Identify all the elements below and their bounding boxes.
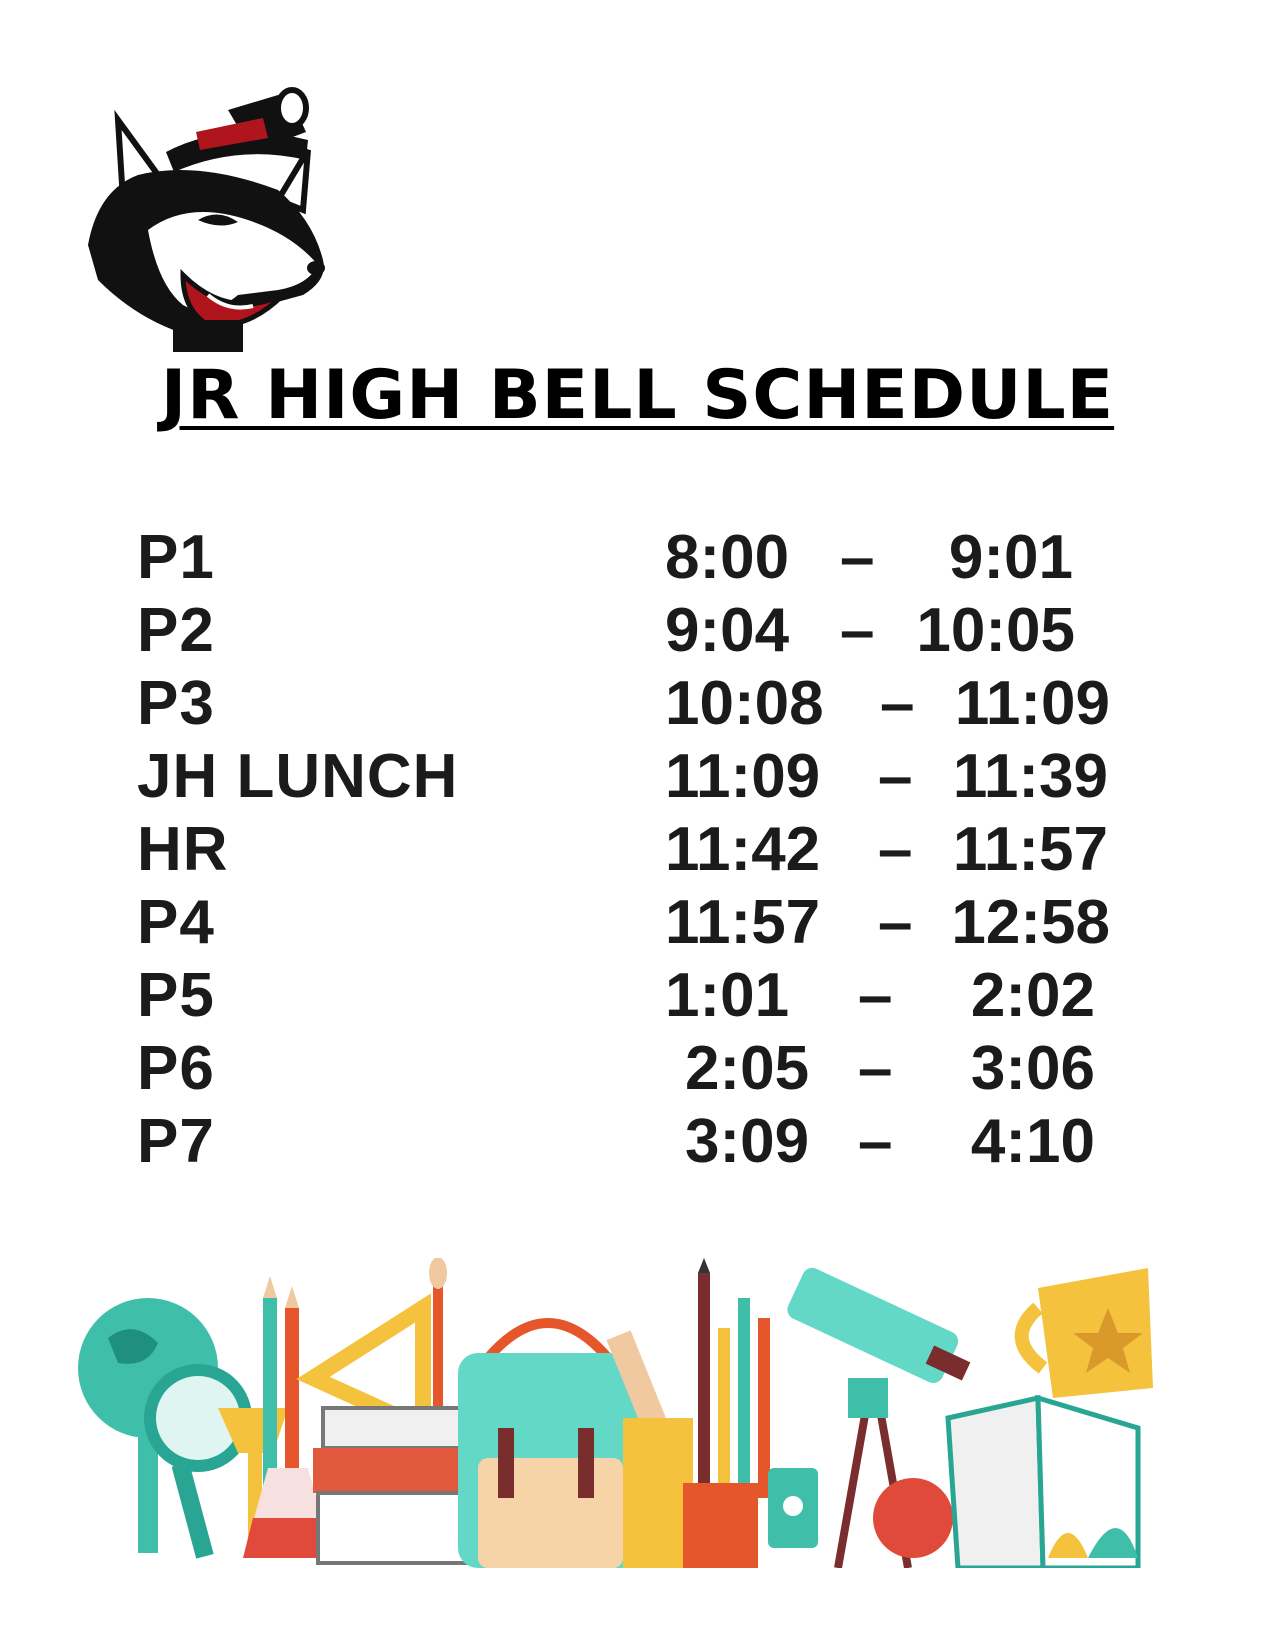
end-time: 10:05 [916,596,1075,665]
end-time: 4:10 [970,1107,1095,1176]
end-time: 11:39 [952,742,1108,811]
start-time: 11:09 [665,742,821,811]
start-time: 8:00 [665,523,790,592]
period-label: JH LUNCH [137,742,459,811]
start-time: 11:57 [665,888,821,957]
schedule-row [0,885,1275,961]
start-time: 10:08 [665,669,824,738]
period-label: P3 [137,669,215,738]
time-separator: – [858,961,893,1030]
page-title: JR HIGH BELL SCHEDULE [160,356,1115,435]
end-time: 11:57 [952,815,1108,884]
schedule-row [0,958,1275,1034]
schedule-row [0,812,1275,888]
schedule-row [0,666,1275,742]
period-label: P7 [137,1107,215,1176]
wolf-mascot-icon [78,80,338,360]
end-time: 2:02 [970,961,1095,1030]
time-separator: – [878,815,913,884]
time-separator: – [878,888,913,957]
start-time: 1:01 [665,961,790,1030]
schedule-row [0,1104,1275,1180]
start-time: 3:09 [685,1107,810,1176]
start-time: 11:42 [665,815,821,884]
time-separator: – [858,1034,893,1103]
period-label: P6 [137,1034,215,1103]
time-separator: – [840,596,875,665]
period-label: P1 [137,523,215,592]
time-separator: – [878,742,913,811]
start-time: 9:04 [665,596,790,665]
end-time: 3:06 [970,1034,1095,1103]
start-time: 2:05 [685,1034,810,1103]
period-label: P5 [137,961,215,1030]
time-separator: – [880,669,915,738]
time-separator: – [858,1107,893,1176]
period-label: P4 [137,888,215,957]
schedule-row [0,1031,1275,1107]
period-label: P2 [137,596,215,665]
schedule-row [0,593,1275,669]
end-time: 9:01 [948,523,1073,592]
schedule-row [0,739,1275,815]
school-supplies-illustration [78,1258,1200,1568]
end-time: 12:58 [951,888,1110,957]
period-label: HR [137,815,229,884]
schedule-row [0,520,1275,596]
time-separator: – [840,523,875,592]
end-time: 11:09 [954,669,1110,738]
